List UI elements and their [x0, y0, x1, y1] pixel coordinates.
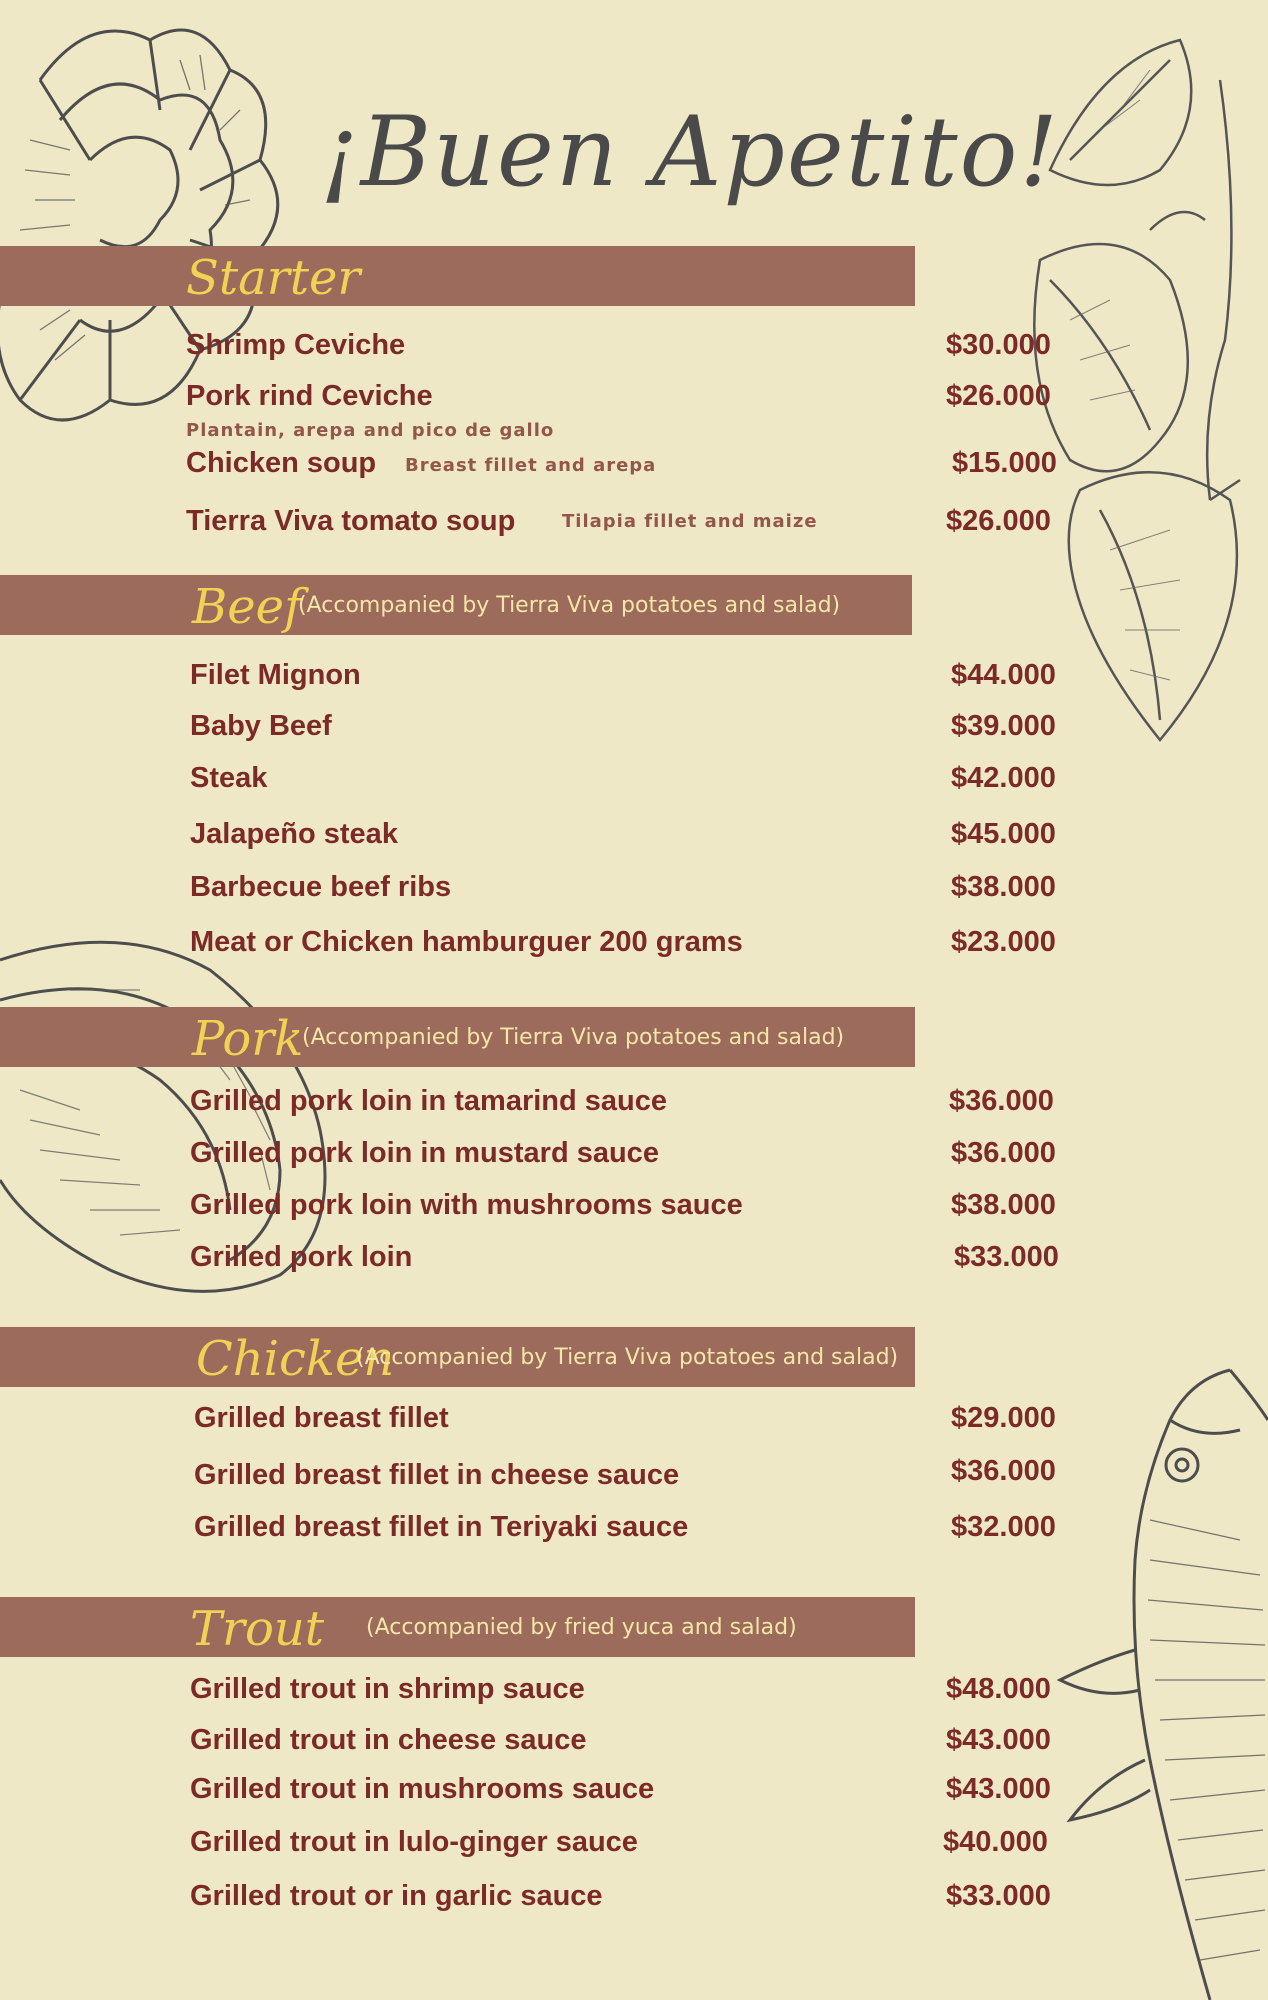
trout-item-name: Grilled trout or in garlic sauce	[190, 1880, 603, 1912]
beef-item-price: $38.000	[951, 871, 1056, 903]
pork-item-price: $36.000	[949, 1085, 1054, 1117]
trout-item-price: $40.000	[943, 1826, 1048, 1858]
beef-item-name: Meat or Chicken hamburguer 200 grams	[190, 926, 743, 958]
beef-item-name: Baby Beef	[190, 710, 332, 742]
beef-item-price: $42.000	[951, 762, 1056, 794]
starter-item-description: Tilapia fillet and maize	[562, 511, 818, 532]
chicken-item-name: Grilled breast fillet	[194, 1402, 449, 1434]
trout-note: (Accompanied by fried yuca and salad)	[366, 1615, 797, 1640]
beef-note: (Accompanied by Tierra Viva potatoes and salad)	[298, 593, 841, 618]
trout-item-name: Grilled trout in cheese sauce	[190, 1724, 587, 1756]
starter-item-description: Plantain, arepa and pico de gallo	[186, 420, 555, 441]
chicken-item-price: $32.000	[951, 1511, 1056, 1543]
trout-item-price: $43.000	[946, 1724, 1051, 1756]
trout-item-price: $48.000	[946, 1673, 1051, 1705]
pork-item-price: $33.000	[954, 1241, 1059, 1273]
starter-section-band	[0, 246, 915, 306]
beef-item-price: $23.000	[951, 926, 1056, 958]
pork-section-band	[0, 1007, 915, 1067]
trout-heading: Trout	[190, 1601, 325, 1657]
starter-item-name: Tierra Viva tomato soup	[186, 505, 516, 537]
chicken-heading: Chicken	[196, 1331, 395, 1387]
starter-item-price: $30.000	[946, 329, 1051, 361]
beef-section-band	[0, 575, 912, 635]
beef-heading: Beef	[192, 579, 302, 635]
starter-heading: Starter	[186, 250, 361, 306]
chicken-item-price: $29.000	[951, 1402, 1056, 1434]
pork-note: (Accompanied by Tierra Viva potatoes and salad)	[302, 1025, 845, 1050]
chicken-note: (Accompanied by Tierra Viva potatoes and salad)	[356, 1345, 899, 1370]
pork-item-name: Grilled pork loin in tamarind sauce	[190, 1085, 667, 1117]
trout-item-name: Grilled trout in shrimp sauce	[190, 1673, 585, 1705]
menu-title: ¡Buen Apetito!	[320, 96, 1060, 208]
beef-item-price: $44.000	[951, 659, 1056, 691]
pork-heading: Pork	[192, 1011, 304, 1067]
beef-item-name: Filet Mignon	[190, 659, 361, 691]
pork-item-name: Grilled pork loin with mushrooms sauce	[190, 1189, 743, 1221]
trout-item-price: $43.000	[946, 1773, 1051, 1805]
pork-item-price: $38.000	[951, 1189, 1056, 1221]
starter-item-name: Chicken soup	[186, 447, 377, 479]
trout-item-name: Grilled trout in mushrooms sauce	[190, 1773, 655, 1805]
pork-item-price: $36.000	[951, 1137, 1056, 1169]
pork-item-name: Grilled pork loin	[190, 1241, 413, 1273]
beef-item-price: $39.000	[951, 710, 1056, 742]
trout-section-band	[0, 1597, 915, 1657]
starter-item-price: $15.000	[952, 447, 1057, 479]
chicken-item-name: Grilled breast fillet in cheese sauce	[194, 1459, 680, 1491]
starter-item-description: Breast fillet and arepa	[405, 455, 657, 476]
trout-item-price: $33.000	[946, 1880, 1051, 1912]
starter-item-price: $26.000	[946, 505, 1051, 537]
beef-item-price: $45.000	[951, 818, 1056, 850]
chicken-section-band	[0, 1327, 915, 1387]
starter-item-name: Shrimp Ceviche	[186, 329, 406, 361]
pork-item-name: Grilled pork loin in mustard sauce	[190, 1137, 659, 1169]
chicken-item-price: $36.000	[951, 1455, 1056, 1487]
trout-item-name: Grilled trout in lulo-ginger sauce	[190, 1826, 638, 1858]
fish-illustration-icon	[1040, 1360, 1268, 2000]
beef-item-name: Barbecue beef ribs	[190, 871, 452, 903]
starter-item-name: Pork rind Ceviche	[186, 380, 433, 412]
starter-item-price: $26.000	[946, 380, 1051, 412]
beef-item-name: Steak	[190, 762, 268, 794]
chicken-item-name: Grilled breast fillet in Teriyaki sauce	[194, 1511, 689, 1543]
beef-item-name: Jalapeño steak	[190, 818, 398, 850]
